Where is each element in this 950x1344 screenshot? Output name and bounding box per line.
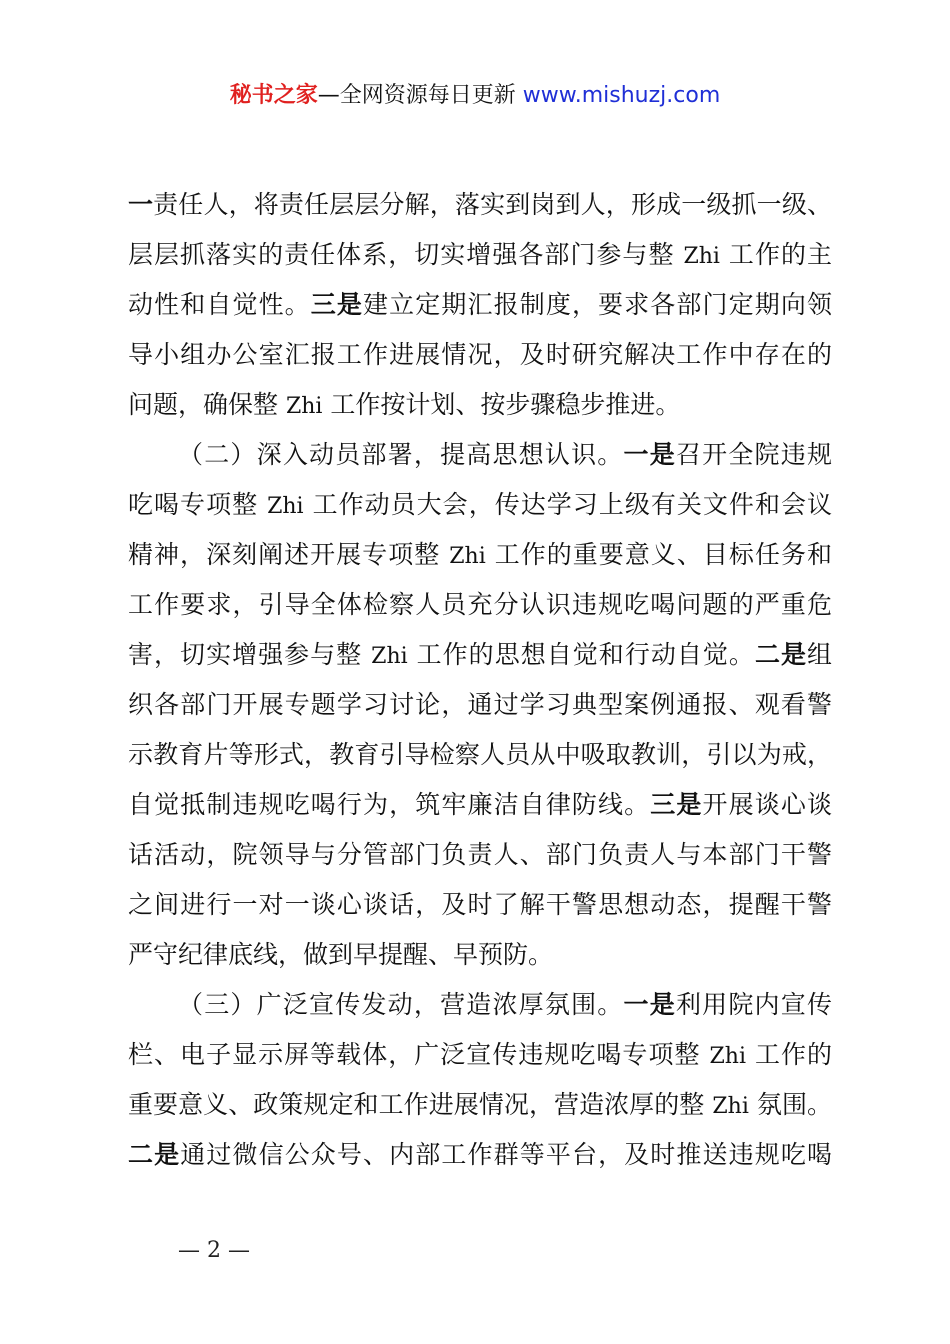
text-run: 示教育片等形式，教育引导检察人员从中吸取教训，引以为戒， xyxy=(128,740,832,769)
text-line xyxy=(128,630,832,680)
bold-marker: 一是 xyxy=(623,440,676,469)
text-run: 工作按计划、按步骤稳步推进。 xyxy=(322,390,681,419)
text-run: 织各部门开展专题学习讨论，通过学习典型案例通报、观看警 xyxy=(128,690,832,719)
bold-marker: 一 xyxy=(128,190,154,219)
text-run: 责任人，将责任层层分解，落实到岗到人，形成一级抓一级、 xyxy=(153,190,832,219)
text-run: 自觉抵制违规吃喝行为，筑牢廉洁自律防线。 xyxy=(128,790,651,819)
text-run: 之间进行一对一谈心谈话，及时了解干警思想动态，提醒干警 xyxy=(128,890,832,919)
text-run: 工作的 xyxy=(745,1040,833,1069)
text-line xyxy=(128,1030,832,1080)
text-line xyxy=(128,1130,832,1180)
text-run: 建立定期汇报制度，要求各部门定期向领 xyxy=(363,290,832,319)
text-line xyxy=(128,380,832,430)
latin-run: Zhi xyxy=(712,1094,749,1119)
document-body xyxy=(128,180,832,1180)
text-line xyxy=(128,1080,832,1130)
text-line xyxy=(128,180,832,230)
text-run: 栏、电子显示屏等载体，广泛宣传违规吃喝专项整 xyxy=(128,1040,710,1069)
text-run: 严守纪律底线，做到早提醒、早预防。 xyxy=(128,940,554,969)
text-run: 工作的重要意义、目标任务和 xyxy=(485,540,832,569)
text-line xyxy=(128,230,832,280)
text-run: 精神，深刻阐述开展专项整 xyxy=(128,540,450,569)
bold-marker: 三是 xyxy=(310,290,364,319)
text-run: 通过微信公众号、内部工作群等平台，及时推送违规吃喝 xyxy=(180,1140,832,1169)
text-line xyxy=(128,880,832,930)
latin-run: Zhi xyxy=(449,544,486,569)
text-run: 话活动，院领导与分管部门负责人、部门负责人与本部门干警 xyxy=(128,840,832,869)
text-run: 组 xyxy=(806,640,832,669)
page-number: — 2 — xyxy=(178,1238,250,1263)
section-heading: （三）广泛宣传发动，营造浓厚氛围。 xyxy=(178,990,624,1019)
text-line xyxy=(128,830,832,880)
latin-run: Zhi xyxy=(285,394,323,419)
latin-run: Zhi xyxy=(683,244,720,269)
text-run: 重要意义、政策规定和工作进展情况，营造浓厚的整 xyxy=(128,1090,713,1119)
text-run: 利用院内宣传 xyxy=(675,990,832,1019)
text-line xyxy=(128,580,832,630)
text-line xyxy=(128,930,832,980)
text-line xyxy=(128,280,832,330)
text-run: 层层抓落实的责任体系，切实增强各部门参与整 xyxy=(128,240,684,269)
text-run: 吃喝专项整 xyxy=(128,490,268,519)
text-run: 工作要求，引导全体检察人员充分认识违规吃喝问题的严重危 xyxy=(128,590,832,619)
text-run: 导小组办公室汇报工作进展情况，及时研究解决工作中存在的 xyxy=(128,340,832,369)
latin-run: Zhi xyxy=(267,494,304,519)
text-line xyxy=(128,330,832,380)
brand-name: 秘书之家 xyxy=(229,83,318,108)
header-slogan: —全网资源每日更新 xyxy=(317,83,523,108)
text-line xyxy=(128,780,832,830)
text-run: 问题，确保整 xyxy=(128,390,286,419)
section-heading: （二）深入动员部署，提高思想认识。 xyxy=(178,440,624,469)
text-run: 害，切实增强参与整 xyxy=(128,640,372,669)
text-run: 动性和自觉性。 xyxy=(128,290,311,319)
site-header xyxy=(0,82,950,110)
text-run: 召开全院违规 xyxy=(675,440,832,469)
text-run: 工作的主 xyxy=(719,240,832,269)
text-line xyxy=(128,980,832,1030)
text-line xyxy=(128,480,832,530)
bold-marker: 二是 xyxy=(754,640,807,669)
bold-marker: 一是 xyxy=(623,990,676,1019)
text-run: 工作动员大会，传达学习上级有关文件和会议 xyxy=(303,490,832,519)
text-line xyxy=(128,530,832,580)
site-url-link[interactable]: www.mishuzj.com xyxy=(522,83,721,108)
latin-run: Zhi xyxy=(709,1044,746,1069)
text-line xyxy=(128,730,832,780)
text-run: 开展谈心谈 xyxy=(702,790,832,819)
text-line xyxy=(128,430,832,480)
text-run: 氛围。 xyxy=(748,1090,832,1119)
latin-run: Zhi xyxy=(371,644,408,669)
bold-marker: 二是 xyxy=(128,1140,181,1169)
text-run: 工作的思想自觉和行动自觉。 xyxy=(407,640,755,669)
text-line xyxy=(128,680,832,730)
bold-marker: 三是 xyxy=(650,790,703,819)
